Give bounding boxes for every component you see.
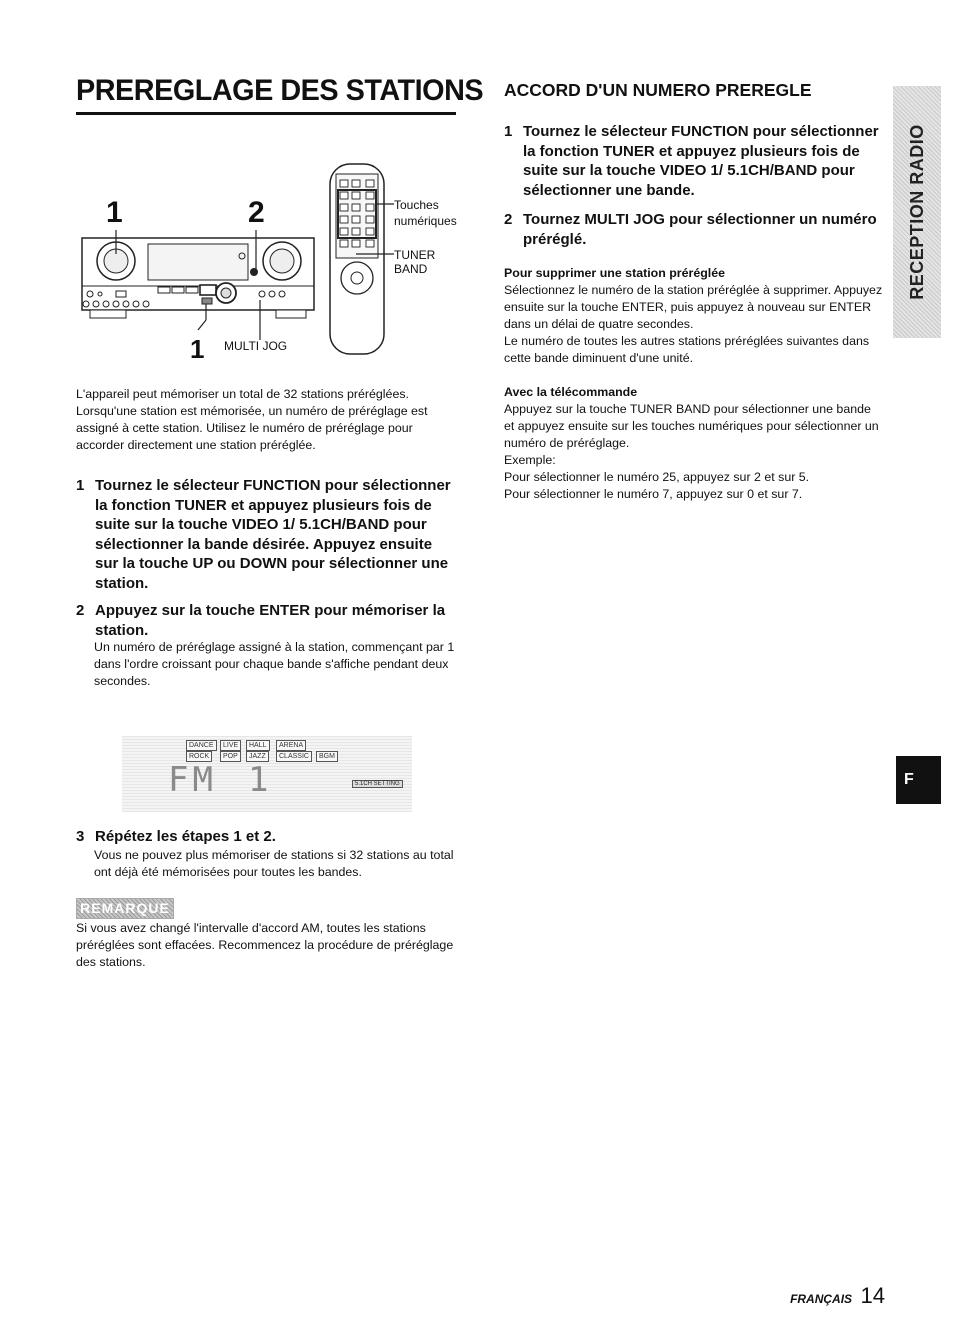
side-tab	[893, 86, 941, 338]
lcd-small-label: 5.1CH SETTING	[352, 780, 403, 788]
remote-heading: Avec la télécommande	[504, 385, 638, 399]
lcd-tag-bgm: BGM	[316, 751, 338, 762]
figure-step-2: 2	[248, 196, 265, 229]
example-2: Pour sélectionner le numéro 7, appuyez sur 0 et sur 7.	[504, 487, 803, 501]
lcd-tag-arena: ARENA	[276, 740, 306, 751]
left-step-1	[76, 476, 458, 593]
lcd-tag-jazz: JAZZ	[246, 751, 269, 762]
left-step-2-num: 2	[76, 602, 85, 619]
figure-step-1-bottom: 1	[190, 334, 205, 364]
lcd-tag-dance: DANCE	[186, 740, 217, 751]
label-tuner-band-2: BAND	[394, 262, 428, 276]
example-label: Exemple:	[504, 453, 556, 467]
left-step-3-text: Répétez les étapes 1 et 2.	[95, 828, 276, 845]
right-step-2-num: 2	[504, 211, 513, 228]
lcd-tag-hall: HALL	[246, 740, 270, 751]
figure-step-1: 1	[106, 196, 123, 229]
lcd-display	[122, 736, 412, 812]
left-step-3-num: 3	[76, 828, 85, 845]
remark-badge: REMARQUE	[76, 898, 174, 919]
receiver-figure	[76, 160, 476, 364]
label-tuner-band-1: TUNER	[394, 248, 436, 262]
label-numeric-keys-1: Touches	[394, 198, 439, 212]
lcd-band: FM	[168, 760, 217, 800]
title-rule	[76, 112, 456, 115]
label-numeric-keys-2: numériques	[394, 214, 457, 228]
left-step-3-body: Vous ne pouvez plus mémoriser de stations si 32 stations au total ont déjà été mémorisées pour toutes les bandes.	[94, 848, 454, 879]
remark-text: Si vous avez changé l'intervalle d'accord AM, toutes les stations préréglées sont effacées. Recommencez la procédure de préréglage des stations.	[76, 921, 454, 969]
intro-text: L'appareil peut mémoriser un total de 32 stations préréglées. Lorsqu'une station est mémorisée, un numéro de préréglage est assigné à cette station. Utilisez le numéro de préréglage pour accorder directement une station préréglée.	[76, 387, 428, 452]
left-step-1-text: Tournez le sélecteur FUNCTION pour sélectionner la fonction TUNER et appuyez plusieurs fois de suite sur la touche VIDEO 1/ 5.1CH/BAND pour sélectionner la bande désirée. Appuyez ensuite sur la touche UP ou DOWN pour sélectionner une station.	[95, 477, 451, 592]
example-1: Pour sélectionner le numéro 25, appuyez sur 2 et sur 5.	[504, 470, 810, 484]
left-step-2-body: Un numéro de préréglage assigné à la station, commençant par 1 dans l'ordre croissant pour chaque bande s'affiche pendant deux secondes.	[94, 640, 455, 688]
left-step-2	[76, 601, 458, 640]
lcd-tag-rock: ROCK	[186, 751, 212, 762]
delete-text-2: Le numéro de toutes les autres stations préréglées suivantes dans cette bande diminuent d'une unité.	[504, 334, 870, 365]
right-heading: ACCORD D'UN NUMERO PREREGLE	[504, 80, 812, 100]
footer-language: FRANÇAIS	[790, 1292, 853, 1306]
delete-text-1: Sélectionnez le numéro de la station préréglée à supprimer. Appuyez ensuite sur la touche ENTER, puis appuyez à nouveau sur ENTER dans un délai de quatre secondes.	[504, 283, 883, 331]
page-footer	[790, 1283, 885, 1309]
remote-text: Appuyez sur la touche TUNER BAND pour sélectionner une bande et appuyez ensuite sur les touches numériques pour sélectionner un numéro de préréglage.	[504, 402, 879, 450]
page-title: PREREGLAGE DES STATIONS	[76, 74, 484, 107]
label-multi-jog: MULTI JOG	[224, 339, 288, 353]
lcd-preset: 1	[248, 760, 269, 800]
lcd-tag-pop: POP	[220, 751, 241, 762]
right-step-1-num: 1	[504, 123, 513, 140]
lcd-tag-classic: CLASSIC	[276, 751, 312, 762]
right-step-2	[504, 210, 884, 249]
left-step-3	[76, 827, 458, 847]
page-number: 14	[860, 1283, 885, 1308]
left-step-2-text: Appuyez sur la touche ENTER pour mémoriser la station.	[95, 602, 446, 639]
language-tab: F	[896, 756, 941, 804]
right-step-2-text: Tournez MULTI JOG pour sélectionner un numéro préréglé.	[523, 211, 877, 248]
side-tab-label: RECEPTION RADIO	[907, 124, 927, 300]
right-step-1	[504, 122, 884, 200]
left-step-1-num: 1	[76, 477, 85, 494]
right-step-1-text: Tournez le sélecteur FUNCTION pour sélectionner la fonction TUNER et appuyez plusieurs fois de suite sur la touche VIDEO 1/ 5.1CH/BAND pour sélectionner une bande.	[523, 123, 879, 199]
lcd-tag-live: LIVE	[220, 740, 241, 751]
delete-heading: Pour supprimer une station préréglée	[504, 266, 726, 280]
